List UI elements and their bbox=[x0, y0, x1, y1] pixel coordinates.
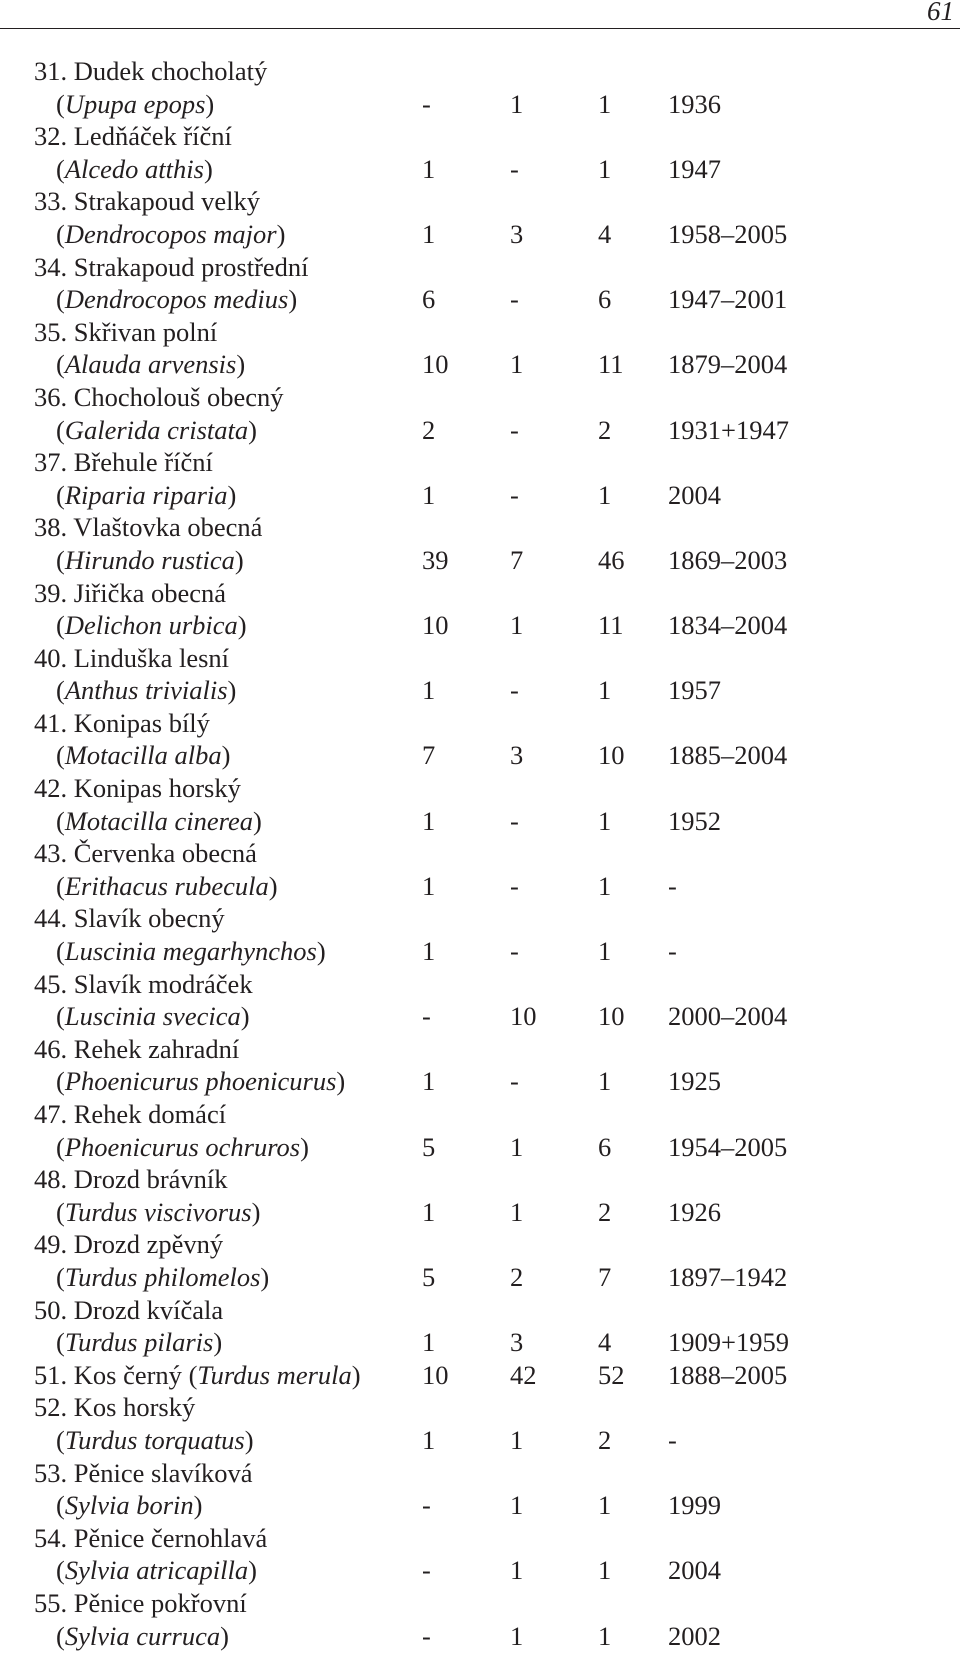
latin-name-wrap: (Luscinia svecica) bbox=[56, 1001, 250, 1032]
count-col-1: 1 bbox=[422, 1424, 436, 1455]
latin-name-wrap: (Anthus trivialis) bbox=[56, 675, 237, 706]
species-name-line bbox=[34, 642, 954, 675]
species-table bbox=[34, 55, 954, 1652]
czech-name: 40. Linduška lesní bbox=[34, 642, 230, 673]
latin-name-wrap: (Sylvia atricapilla) bbox=[56, 1555, 257, 1586]
count-col-1: 1 bbox=[422, 1196, 436, 1227]
species-name-line bbox=[34, 251, 954, 284]
count-total: 10 bbox=[598, 740, 625, 771]
count-total: 1 bbox=[598, 1620, 612, 1651]
czech-name: 50. Drozd kvíčala bbox=[34, 1294, 224, 1325]
latin-name: Delichon urbica bbox=[64, 610, 238, 641]
years: 1909+1959 bbox=[668, 1327, 789, 1358]
count-col-2: 1 bbox=[510, 349, 524, 380]
count-col-2: 1 bbox=[510, 1620, 524, 1651]
czech-name: 47. Rehek domácí bbox=[34, 1099, 227, 1129]
count-col-1: - bbox=[422, 1490, 431, 1521]
header-rule bbox=[0, 28, 960, 29]
species-row bbox=[34, 1424, 954, 1457]
species-row bbox=[34, 609, 954, 642]
count-col-1: 10 bbox=[422, 610, 449, 641]
latin-name-wrap: (Turdus pilaris) bbox=[56, 1327, 223, 1358]
years: - bbox=[668, 1424, 677, 1455]
species-name-line bbox=[34, 511, 954, 544]
czech-name: 35. Skřivan polní bbox=[34, 316, 218, 347]
species-row bbox=[34, 1489, 954, 1522]
latin-name-wrap: (Phoenicurus ochruros) bbox=[56, 1131, 309, 1162]
count-col-1: 2 bbox=[422, 414, 436, 445]
count-col-1: 1 bbox=[422, 870, 436, 901]
count-total: 4 bbox=[598, 1327, 612, 1358]
count-col-1: 5 bbox=[422, 1131, 436, 1162]
species-row bbox=[34, 218, 954, 251]
count-col-2: 1 bbox=[510, 88, 524, 119]
count-col-2: - bbox=[510, 479, 519, 510]
species-name-line bbox=[34, 1228, 954, 1261]
latin-name: Turdus pilaris bbox=[64, 1327, 214, 1358]
czech-name: 55. Pěnice pokřovní bbox=[34, 1587, 247, 1618]
count-col-2: 1 bbox=[510, 1131, 524, 1162]
species-row bbox=[34, 1000, 954, 1033]
latin-name: Turdus merula bbox=[197, 1359, 352, 1390]
species-row bbox=[34, 674, 954, 707]
latin-name-wrap: (Dendrocopos major) bbox=[56, 218, 286, 249]
count-col-1: - bbox=[422, 1555, 431, 1586]
latin-name-wrap: (Sylvia curruca) bbox=[56, 1620, 229, 1651]
latin-name: Anthus trivialis bbox=[64, 675, 228, 706]
species-name-line bbox=[34, 1522, 954, 1555]
czech-name: 36. Chocholouš obecný bbox=[34, 381, 284, 412]
latin-name: Luscinia svecica bbox=[64, 1001, 241, 1032]
latin-name: Sylvia atricapilla bbox=[64, 1555, 249, 1586]
czech-name: 34. Strakapoud prostřední bbox=[34, 251, 309, 282]
count-total: 1 bbox=[598, 479, 612, 510]
count-col-1: 10 bbox=[422, 349, 449, 380]
latin-name-wrap: (Motacilla cinerea) bbox=[56, 805, 262, 836]
count-col-1: - bbox=[422, 1620, 431, 1651]
years: 1869–2003 bbox=[668, 544, 788, 575]
latin-name-wrap: (Galerida cristata) bbox=[56, 414, 257, 445]
species-row bbox=[34, 1196, 954, 1229]
latin-name-wrap: (Hirundo rustica) bbox=[56, 544, 244, 575]
count-col-2: - bbox=[510, 284, 519, 315]
years: 2002 bbox=[668, 1620, 721, 1651]
years: 1958–2005 bbox=[668, 218, 788, 249]
count-col-1: 1 bbox=[422, 153, 436, 184]
latin-name-wrap: (Turdus viscivorus) bbox=[56, 1196, 261, 1227]
species-name-line bbox=[34, 1033, 954, 1066]
count-total: 1 bbox=[598, 675, 612, 706]
count-col-2: 3 bbox=[510, 1327, 524, 1358]
species-name-line bbox=[34, 1098, 954, 1131]
czech-name: 48. Drozd brávník bbox=[34, 1164, 228, 1195]
species-row bbox=[34, 1554, 954, 1587]
count-col-2: 2 bbox=[510, 1261, 524, 1292]
species-name-line bbox=[34, 1163, 954, 1196]
latin-name-wrap: (Dendrocopos medius) bbox=[56, 284, 298, 315]
count-total: 1 bbox=[598, 870, 612, 901]
species-name-line bbox=[34, 772, 954, 805]
czech-name: 49. Drozd zpěvný bbox=[34, 1229, 224, 1260]
latin-name: Dendrocopos medius bbox=[64, 284, 289, 315]
years: 1834–2004 bbox=[668, 610, 788, 641]
count-col-2: 1 bbox=[510, 1555, 524, 1586]
years: - bbox=[668, 936, 677, 967]
years: 1954–2005 bbox=[668, 1131, 788, 1162]
years: 1888–2005 bbox=[668, 1359, 788, 1390]
species-name-line bbox=[34, 446, 954, 479]
count-col-1: 10 bbox=[422, 1359, 449, 1390]
species-name-line bbox=[34, 1391, 954, 1424]
count-total: 11 bbox=[598, 349, 624, 380]
czech-name: 43. Červenka obecná bbox=[34, 838, 257, 869]
latin-name: Hirundo rustica bbox=[64, 544, 235, 575]
species-name-line bbox=[34, 837, 954, 870]
count-total: 2 bbox=[598, 1424, 612, 1455]
count-total: 10 bbox=[598, 1001, 625, 1032]
czech-name: 45. Slavík modráček bbox=[34, 968, 253, 999]
latin-name: Phoenicurus ochruros bbox=[64, 1131, 301, 1162]
czech-name: 46. Rehek zahradní bbox=[34, 1033, 240, 1064]
count-total: 46 bbox=[598, 544, 625, 575]
latin-name: Sylvia borin bbox=[64, 1490, 194, 1521]
count-total: 1 bbox=[598, 153, 612, 184]
species-name-line bbox=[34, 381, 954, 414]
species-row bbox=[34, 805, 954, 838]
latin-name-wrap: (Upupa epops) bbox=[56, 88, 215, 119]
years: 1926 bbox=[668, 1196, 721, 1227]
latin-name: Sylvia curruca bbox=[64, 1620, 221, 1651]
years: 1925 bbox=[668, 1066, 721, 1097]
latin-name-wrap: (Riparia riparia) bbox=[56, 479, 237, 510]
species-name-line bbox=[34, 1587, 954, 1620]
latin-name: Upupa epops bbox=[64, 88, 206, 119]
latin-name: Turdus philomelos bbox=[64, 1261, 261, 1292]
latin-name-wrap: (Motacilla alba) bbox=[56, 740, 231, 771]
latin-name: Motacilla cinerea bbox=[64, 805, 253, 836]
species-row bbox=[34, 414, 954, 447]
species-name-line bbox=[34, 707, 954, 740]
species-name-line bbox=[34, 120, 954, 153]
latin-name-wrap: (Alauda arvensis) bbox=[56, 349, 246, 380]
czech-name: 39. Jiřička obecná bbox=[34, 577, 227, 608]
species-name-line bbox=[34, 185, 954, 218]
count-col-1: - bbox=[422, 1001, 431, 1032]
species-name-line bbox=[34, 1294, 954, 1327]
count-col-2: 42 bbox=[510, 1359, 537, 1390]
page-number: 61 bbox=[927, 0, 954, 26]
years: 2004 bbox=[668, 1555, 721, 1586]
count-total: 6 bbox=[598, 284, 612, 315]
count-col-1: 5 bbox=[422, 1261, 436, 1292]
species-row bbox=[34, 544, 954, 577]
years: 2004 bbox=[668, 479, 721, 510]
count-col-2: 1 bbox=[510, 1490, 524, 1521]
latin-name: Alcedo atthis bbox=[64, 153, 204, 184]
count-col-2: 1 bbox=[510, 1196, 524, 1227]
count-col-2: - bbox=[510, 1066, 519, 1097]
latin-name-wrap: (Sylvia borin) bbox=[56, 1490, 203, 1521]
count-col-1: 1 bbox=[422, 936, 436, 967]
count-col-1: - bbox=[422, 88, 431, 119]
species-row bbox=[34, 1620, 954, 1653]
species-name-line bbox=[34, 577, 954, 610]
species-row bbox=[34, 1131, 954, 1164]
count-col-2: - bbox=[510, 805, 519, 836]
count-col-1: 1 bbox=[422, 1066, 436, 1097]
latin-name-wrap: (Phoenicurus phoenicurus) bbox=[56, 1066, 346, 1097]
years: 1952 bbox=[668, 805, 721, 836]
count-total: 1 bbox=[598, 805, 612, 836]
count-col-2: 1 bbox=[510, 610, 524, 641]
count-col-2: - bbox=[510, 675, 519, 706]
latin-name: Dendrocopos major bbox=[64, 218, 277, 249]
count-total: 1 bbox=[598, 88, 612, 119]
years: 1885–2004 bbox=[668, 740, 788, 771]
count-col-1: 1 bbox=[422, 1327, 436, 1358]
latin-name: Turdus viscivorus bbox=[64, 1196, 252, 1227]
count-col-1: 7 bbox=[422, 740, 436, 771]
count-total: 2 bbox=[598, 1196, 612, 1227]
years: 1936 bbox=[668, 88, 721, 119]
count-col-1: 6 bbox=[422, 284, 436, 315]
latin-name: Phoenicurus phoenicurus bbox=[64, 1066, 337, 1097]
latin-name-wrap: (Turdus torquatus) bbox=[56, 1424, 254, 1455]
count-col-1: 1 bbox=[422, 805, 436, 836]
species-name-line bbox=[34, 902, 954, 935]
latin-name: Motacilla alba bbox=[64, 740, 222, 771]
years: 1947 bbox=[668, 153, 721, 184]
years: - bbox=[668, 870, 677, 901]
count-total: 1 bbox=[598, 936, 612, 967]
count-col-2: - bbox=[510, 153, 519, 184]
latin-name-wrap: (Alcedo atthis) bbox=[56, 153, 213, 184]
count-col-2: 3 bbox=[510, 740, 524, 771]
years: 1957 bbox=[668, 675, 721, 706]
czech-name: 52. Kos horský bbox=[34, 1392, 196, 1423]
count-col-1: 1 bbox=[422, 675, 436, 706]
count-col-2: 7 bbox=[510, 544, 524, 575]
years: 2000–2004 bbox=[668, 1001, 788, 1032]
species-row bbox=[34, 348, 954, 381]
czech-name: 33. Strakapoud velký bbox=[34, 186, 260, 217]
czech-name: 51. Kos černý bbox=[34, 1359, 182, 1390]
latin-name-wrap: (Delichon urbica) bbox=[56, 610, 247, 641]
species-row bbox=[34, 739, 954, 772]
latin-name-wrap: (Turdus philomelos) bbox=[56, 1261, 270, 1292]
latin-name-wrap: (Luscinia megarhynchos) bbox=[56, 936, 326, 967]
species-row bbox=[34, 870, 954, 903]
czech-name: 44. Slavík obecný bbox=[34, 903, 225, 934]
species-row bbox=[34, 283, 954, 316]
species-entry: 51. Kos černý (Turdus merula) bbox=[34, 1359, 361, 1390]
czech-name: 38. Vlaštovka obecná bbox=[34, 512, 263, 543]
count-total: 4 bbox=[598, 218, 612, 249]
species-name-line bbox=[34, 316, 954, 349]
czech-name: 53. Pěnice slavíková bbox=[34, 1457, 253, 1488]
latin-name: Alauda arvensis bbox=[64, 349, 237, 380]
count-total: 1 bbox=[598, 1490, 612, 1521]
count-total: 2 bbox=[598, 414, 612, 445]
czech-name: 32. Ledňáček říční bbox=[34, 121, 232, 152]
latin-name: Turdus torquatus bbox=[64, 1424, 245, 1455]
species-row bbox=[34, 935, 954, 968]
czech-name: 42. Konipas horský bbox=[34, 773, 241, 804]
count-total: 52 bbox=[598, 1359, 625, 1390]
latin-name: Erithacus rubecula bbox=[64, 870, 269, 901]
count-col-1: 1 bbox=[422, 218, 436, 249]
count-total: 7 bbox=[598, 1261, 612, 1292]
latin-name: Riparia riparia bbox=[64, 479, 228, 510]
count-col-2: 10 bbox=[510, 1001, 537, 1032]
count-col-1: 39 bbox=[422, 544, 449, 575]
count-col-2: - bbox=[510, 936, 519, 967]
years: 1879–2004 bbox=[668, 349, 788, 380]
species-row bbox=[34, 1326, 954, 1359]
years: 1897–1942 bbox=[668, 1261, 788, 1292]
species-name-line bbox=[34, 1457, 954, 1490]
count-col-2: - bbox=[510, 414, 519, 445]
species-row bbox=[34, 1261, 954, 1294]
years: 1947–2001 bbox=[668, 284, 788, 315]
species-row bbox=[34, 1065, 954, 1098]
czech-name: 31. Dudek chocholatý bbox=[34, 56, 268, 86]
latin-name: Luscinia megarhynchos bbox=[64, 936, 317, 967]
years: 1931+1947 bbox=[668, 414, 789, 445]
count-col-2: 1 bbox=[510, 1424, 524, 1455]
latin-name: Galerida cristata bbox=[64, 414, 249, 445]
species-row bbox=[34, 479, 954, 512]
species-row bbox=[34, 153, 954, 186]
species-name-line bbox=[34, 55, 954, 88]
czech-name: 37. Břehule říční bbox=[34, 447, 213, 478]
species-name-line bbox=[34, 968, 954, 1001]
count-total: 6 bbox=[598, 1131, 612, 1162]
species-row bbox=[34, 88, 954, 121]
count-total: 1 bbox=[598, 1555, 612, 1586]
count-col-2: 3 bbox=[510, 218, 524, 249]
latin-name-wrap: (Erithacus rubecula) bbox=[56, 870, 278, 901]
years: 1999 bbox=[668, 1490, 721, 1521]
count-total: 1 bbox=[598, 1066, 612, 1097]
czech-name: 41. Konipas bílý bbox=[34, 707, 210, 738]
species-row bbox=[34, 1359, 954, 1392]
count-col-1: 1 bbox=[422, 479, 436, 510]
count-total: 11 bbox=[598, 610, 624, 641]
czech-name: 54. Pěnice černohlavá bbox=[34, 1522, 268, 1553]
count-col-2: - bbox=[510, 870, 519, 901]
